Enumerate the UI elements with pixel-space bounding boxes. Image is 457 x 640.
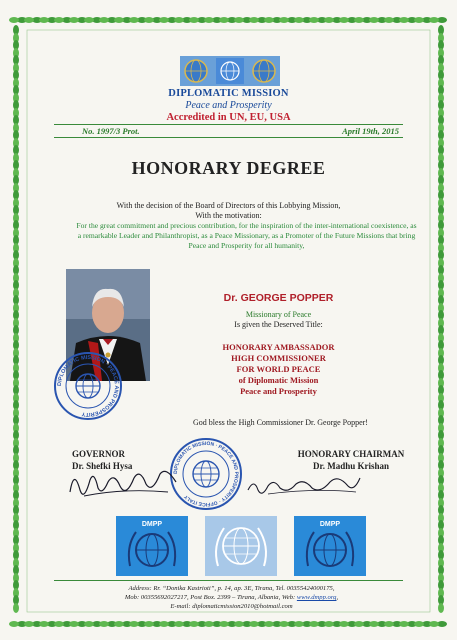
bottom-logos-strip bbox=[116, 516, 366, 576]
website-link[interactable]: www.dmpp.org bbox=[296, 594, 337, 601]
recipient-current-title: Missionary of Peace bbox=[245, 310, 312, 319]
decision-text bbox=[34, 201, 423, 221]
footer-address: Address: Rr. “Donika Kastrioti”, p. 14, ap. 3E, Tirana, Tel. 00355424000175, bbox=[128, 585, 335, 592]
header-divider-bottom bbox=[54, 137, 403, 138]
footer-email-line bbox=[40, 602, 423, 611]
issue-date: April 19th, 2015 bbox=[342, 126, 399, 136]
governor-signature bbox=[64, 462, 184, 506]
chairman-role: HONORARY CHAIRMAN bbox=[297, 449, 405, 459]
recipient-name: Dr. GEORGE POPPER bbox=[223, 292, 334, 304]
honor-line: Peace and Prosperity bbox=[240, 386, 317, 396]
leaf-ornament-icon bbox=[429, 621, 447, 627]
leaf-ornament-icon bbox=[438, 595, 444, 613]
honor-line: HONORARY AMBASSADOR bbox=[222, 342, 335, 352]
dmpp-badge-right: DMPP bbox=[319, 521, 341, 528]
footer-email-label: E-mail: bbox=[170, 603, 191, 610]
leaf-ornament-icon bbox=[429, 17, 447, 23]
mission-tagline: Peace and Prosperity bbox=[185, 100, 272, 111]
mission-seal-left bbox=[52, 350, 124, 422]
leaf-ornament-icon bbox=[13, 595, 19, 613]
chairman-name: Dr. Madhu Krishan bbox=[313, 461, 389, 471]
footer-contact bbox=[40, 584, 423, 611]
governor-name: Dr. Shefki Hysa bbox=[72, 461, 133, 471]
seal-text-left: DIPLOMATIC MISSION · PEACE AND PROSPERITY bbox=[56, 354, 120, 418]
seal-text-center: DIPLOMATIC MISSION · PEACE AND PROSPERITY · OFFICE ITALY bbox=[172, 440, 240, 508]
footer-mob-line: Mob: 00355692027217, Post Box. 2399 – Tirana, Albania, Web: www.dmpp.org, bbox=[124, 594, 339, 601]
certificate-body bbox=[34, 44, 423, 610]
email-link[interactable]: diplomaticmission2010@hotmail.com bbox=[192, 603, 293, 610]
given-title-line: Is given the Deserved Title: bbox=[234, 320, 323, 329]
chairman-signature bbox=[244, 464, 364, 504]
mission-name: DIPLOMATIC MISSION bbox=[168, 88, 289, 99]
accreditation-line: Accredited in UN, EU, USA bbox=[166, 112, 291, 123]
header-divider-top bbox=[54, 124, 403, 125]
decision-line-1: With the decision of the Board of Directors of this Lobbying Mission, bbox=[116, 201, 341, 210]
motivation-text: For the great commitment and precious contribution, for the inspiration of the inter-international coexistence, as a remarkable Leader and Philanthropist, as a Peace Missionary, as a Promoter of the Future Missions that bring Peace and Prosperity for all humanity, bbox=[76, 221, 417, 250]
certificate-title: HONORARY DEGREE bbox=[131, 158, 326, 178]
honor-line: FOR WORLD PEACE bbox=[236, 364, 321, 374]
blessing-line: God bless the High Commissioner Dr. George Popper! bbox=[193, 418, 368, 427]
footer-mob: Mob: 00355692027217, Post Box. 2399 – Tirana, Albania, Web: bbox=[124, 594, 296, 601]
governor-role: GOVERNOR bbox=[72, 449, 126, 459]
dmpp-badge-left: DMPP bbox=[141, 521, 163, 528]
honor-line: of Diplomatic Mission bbox=[238, 375, 319, 385]
footer-divider bbox=[54, 580, 403, 581]
decision-line-2: With the motivation: bbox=[195, 211, 262, 220]
honor-line: HIGH COMMISSIONER bbox=[231, 353, 326, 363]
protocol-number: No. 1997/3 Prot. bbox=[82, 126, 140, 136]
header-globes-logo bbox=[180, 56, 280, 86]
